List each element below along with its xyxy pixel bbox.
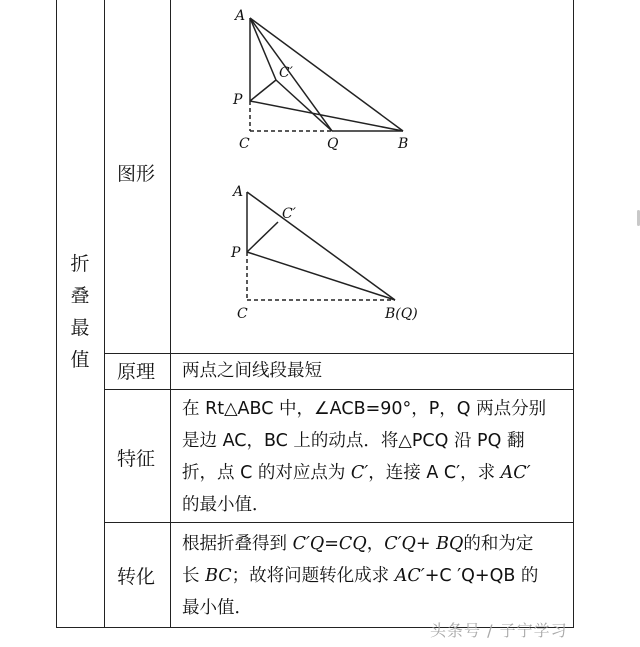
table-right-border [573, 0, 574, 628]
transform-line-2: 长 BC；故将问题转化成求 AC′+C ′Q+QB 的 [182, 566, 539, 586]
seg-PC-prime [247, 222, 278, 252]
principle-text: 两点之间线段最短 [182, 361, 322, 381]
feature-row-label: 特征 [117, 448, 156, 470]
transform-line-3: 最小值． [182, 598, 252, 618]
label-BQ: B(Q) [385, 306, 418, 322]
table-col1-border [104, 0, 105, 628]
label-P: P [231, 245, 241, 261]
table-left-border [56, 0, 57, 628]
principle-row-label: 原理 [117, 361, 156, 383]
label-C: C [239, 136, 250, 152]
fold-diagram-2 [225, 180, 445, 330]
seg-PC-prime [250, 80, 276, 101]
label-C-prime: C′ [282, 206, 296, 222]
feature-line-2: 是边 AC，BC 上的动点．将△PCQ 沿 PQ 翻 [182, 431, 525, 451]
label-B: B [398, 136, 409, 152]
row-divider-2 [104, 389, 574, 390]
transform-line-1: 根据折叠得到 C′Q=CQ，C′Q+ BQ的和为定 [182, 534, 534, 554]
table-col2-border [170, 0, 171, 628]
label-A: A [233, 184, 244, 200]
transform-text [182, 528, 538, 624]
label-P: P [233, 92, 243, 108]
fold-diagram-1 [225, 0, 425, 160]
row-divider-1 [104, 353, 574, 354]
watermark-text: 头条号 / 子宁学习 [430, 621, 568, 640]
label-C-prime: C′ [279, 65, 293, 81]
category-char-3: 最 [70, 317, 90, 339]
label-C: C [237, 306, 248, 322]
transform-row-label: 转化 [117, 566, 156, 588]
label-Q: Q [327, 136, 339, 152]
row-divider-3 [104, 522, 574, 523]
feature-text [182, 393, 546, 521]
figure-row-label: 图形 [117, 163, 156, 185]
feature-line-4: 的最小值． [182, 495, 270, 515]
category-char-2: 叠 [70, 285, 90, 307]
seg-PB [247, 252, 395, 300]
category-char-4: 值 [70, 349, 90, 371]
seg-AB [247, 192, 395, 300]
feature-line-1: 在 Rt△ABC 中，∠ACB=90°，P，Q 两点分别 [182, 399, 547, 419]
label-A: A [235, 8, 246, 24]
seg-C-prime-Q [276, 80, 332, 131]
category-label [67, 248, 93, 376]
feature-line-3: 折，点 C 的对应点为 C′，连接 A C′，求 AC′ [182, 463, 531, 483]
category-char-1: 折 [70, 253, 90, 275]
